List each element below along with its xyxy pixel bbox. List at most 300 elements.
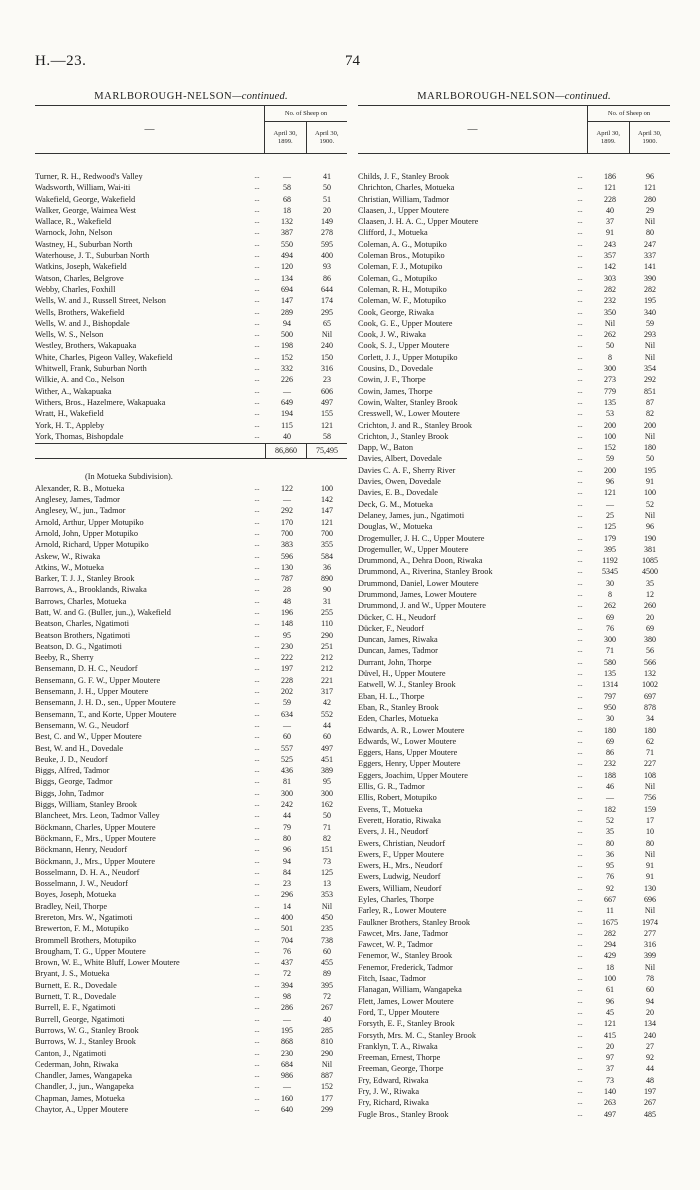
sheep-1899: 202 [281,687,293,697]
sheep-1900: 92 [646,1053,654,1063]
leader-dots: ... [577,1109,583,1118]
sheep-1899: 80 [606,838,614,848]
owner-name: Bradley, Neil, Thorpe [35,901,108,911]
leader-dots: ... [254,901,260,910]
sheep-1900: 20 [646,1007,654,1017]
subdivision-heading [35,471,347,482]
leader-dots: ... [254,1014,260,1023]
sheep-1899: 142 [604,262,616,272]
sheep-1900: 497 [321,397,333,407]
sheep-1900: 20 [646,612,654,622]
table-row [358,657,670,668]
table-row [35,420,347,431]
owner-name: Beatson Brothers, Ngatimoti [35,630,131,640]
leader-dots: ... [577,239,583,248]
sheep-count-header [587,106,670,153]
leader-dots: ... [577,228,583,237]
owner-name: Bryant, J. S., Motueka [35,969,110,979]
owner-name: Brommell Brothers, Motupiko [35,935,137,945]
leader-dots: ... [254,630,260,639]
sheep-1899: 100 [604,974,616,984]
leader-dots: ... [577,205,583,214]
sheep-1900: 400 [321,251,333,261]
sheep-1900: 195 [644,465,656,475]
sheep-1899: 300 [604,635,616,645]
sheep-1900: 71 [323,822,331,832]
leader-dots: ... [254,732,260,741]
leader-dots: ... [254,607,260,616]
sheep-1900: 756 [644,793,656,803]
sheep-1900: 75,495 [306,444,347,458]
sheep-1899: 289 [281,307,293,317]
leader-dots: ... [254,318,260,327]
sheep-1899: 152 [604,443,616,453]
sheep-1899: 242 [281,800,293,810]
sheep-1900: 152 [321,1082,333,1092]
sheep-1899: 69 [606,736,614,746]
sheep-1900: 10 [646,827,654,837]
sheep-1899: 40 [283,431,291,441]
sheep-1900: 50 [646,454,654,464]
owner-name: Cowin, James, Thorpe [358,386,433,396]
sheep-1899: — [283,386,291,396]
table-row [35,709,347,720]
table-row [358,1097,670,1108]
title-suffix: —continued. [555,91,611,102]
owner-name: Eban, R., Stanley Brook [358,702,439,712]
header-1900: April 30, 1900. [638,130,662,145]
owner-name: Ewers, H., Mrs., Neudorf [358,861,443,871]
table-row [35,363,347,374]
owner-name: Dücker, C. H., Neudorf [358,612,436,622]
leader-dots: ... [577,217,583,226]
sheep-1899: 73 [606,1075,614,1085]
subdivision-heading-text: (In Motueka Subdivision). [85,472,173,482]
table-row [35,878,347,889]
table-row [35,329,347,340]
sheep-1900: 151 [321,845,333,855]
sheep-1899: 53 [606,409,614,419]
sheep-1900: 121 [321,420,333,430]
leader-dots: ... [577,759,583,768]
table-row [358,702,670,713]
sheep-1899: — [606,499,614,509]
leader-dots: ... [577,804,583,813]
sheep-1899: 45 [606,1007,614,1017]
leader-dots: ... [577,815,583,824]
leader-dots: ... [577,522,583,531]
table-row [35,754,347,765]
leader-dots: ... [577,397,583,406]
table-row [358,566,670,577]
sheep-1899: 400 [281,913,293,922]
table-row [358,600,670,611]
table-row [358,307,670,318]
sheep-1900: 52 [646,499,654,509]
leader-dots: ... [254,913,260,921]
sheep-1899: 200 [604,465,616,475]
leader-dots: ... [577,1075,583,1084]
sheep-1900: 890 [321,574,333,584]
sheep-1900: 82 [646,409,654,419]
owner-name: Walker, George, Waimea West [35,205,137,215]
header-group-label: No. of Sheep on [588,106,670,122]
sheep-1900: 141 [644,262,656,272]
table-row [35,205,347,216]
sheep-1900: 299 [321,1105,333,1115]
sheep-1899: 282 [604,284,616,294]
sheep-1899: 95 [283,630,291,640]
table-row [35,528,347,539]
table-row [358,216,670,227]
sheep-1899: 986 [281,1071,293,1081]
owner-name: Brewerton, F. M., Motupiko [35,924,129,934]
table-row [358,194,670,205]
owner-name: Eggers, Joachim, Upper Moutere [358,770,468,780]
leader-dots: ... [254,766,260,775]
owner-name: Ellis, Robert, Motupiko [358,793,437,803]
column-header [35,105,347,154]
table-row [358,1007,670,1018]
sheep-1900: 738 [321,935,333,945]
leader-dots: ... [577,974,583,983]
owner-name: Flanagan, William, Wangapeka [358,985,462,995]
owner-name: Whitwell, Frank, Suburban North [35,364,147,374]
sheep-1899: 84 [283,867,291,877]
owner-name: Cook, G. E., Upper Moutere [358,318,453,328]
sheep-1900: 100 [644,488,656,498]
leader-dots: ... [577,420,583,429]
leader-dots: ... [254,788,260,797]
sheep-1899: 550 [281,239,293,249]
leader-dots: ... [254,1025,260,1034]
leader-dots: ... [577,578,583,587]
sheep-1900: 13 [323,879,331,889]
owner-name: Cook, J. W., Riwaka [358,330,426,340]
owner-name: Turner, R. H., Redwood's Valley [35,172,143,181]
table-row [358,691,670,702]
owner-name: Everett, Horatio, Riwaka [358,815,441,825]
owner-name: York, H. T., Appleby [35,420,105,430]
sheep-1899: 170 [281,517,293,527]
owner-name: Fawcet, Mrs. Jane, Tadmor [358,928,449,938]
table-row [35,284,347,295]
leader-dots: ... [254,596,260,605]
leader-dots: ... [577,556,583,565]
owner-name: Cresswell, W., Lower Moutere [358,409,460,419]
sheep-1899: 76 [606,872,614,882]
leader-dots: ... [254,675,260,684]
title-text: MARLBOROUGH-NELSON [94,91,233,102]
sheep-1899: 222 [281,653,293,663]
leader-dots: ... [254,845,260,854]
table-row [35,352,347,363]
owner-name: Biggs, George, Tadmor [35,777,113,787]
table-row [358,487,670,498]
leader-dots: ... [254,743,260,752]
owner-name: Bosselmann, J. W., Neudorf [35,879,128,889]
owner-name: Bensemann, J. H., Upper Moutere [35,687,149,697]
sheep-1899: 436 [281,766,293,776]
leader-dots: ... [254,935,260,944]
sheep-1900: 72 [323,992,331,1002]
owner-name: Barker, T. J. J., Stanley Brook [35,574,135,584]
leader-dots: ... [254,924,260,933]
leader-dots: ... [577,172,583,180]
owner-name: Beuke, J. D., Neudorf [35,754,108,764]
owner-name: Forsyth, Mrs. M. C., Stanley Brook [358,1030,477,1040]
sheep-1899: 40 [606,205,614,215]
owner-name: Brougham, T. G., Upper Moutere [35,946,146,956]
sheep-1899: 292 [281,506,293,516]
owner-name: Askew, W., Riwaka [35,551,101,561]
table-row [35,731,347,742]
table-row [35,901,347,912]
owner-name: Crichton, J. and R., Stanley Brook [358,420,473,430]
leader-dots: ... [254,800,260,809]
sheep-1899: 580 [604,657,616,667]
sheep-1900: 134 [644,1019,656,1029]
sheep-1899: 8 [608,589,612,599]
sheep-1900: 96 [646,522,654,532]
owner-name: Freeman, George, Thorpe [358,1064,444,1074]
owner-name: Coleman, A. G., Motupiko [358,239,447,249]
table-row [35,788,347,799]
leader-dots: ... [254,420,260,429]
sheep-1899: 35 [606,827,614,837]
sheep-1900: 60 [646,985,654,995]
table-row [35,652,347,663]
leader-dots: ... [254,867,260,876]
table-row [35,1104,347,1115]
table-row [358,318,670,329]
table-row [358,1018,670,1029]
right-column [358,88,670,1120]
sheep-1899: 86,860 [265,444,306,458]
table-row [358,239,670,250]
sheep-1899: 135 [604,669,616,679]
sheep-1900: Nil [644,849,656,859]
owner-name: Webby, Charles, Foxhill [35,284,116,294]
sheep-1900: 277 [644,928,656,938]
table-row [35,551,347,562]
owner-name: Chrichton, Charles, Motueka [358,183,455,193]
owner-name: Eban, H. L., Thorpe [358,691,425,701]
table-row [358,973,670,984]
table-row [358,273,670,284]
table-row [358,939,670,950]
table-row [358,499,670,510]
sheep-1899: 72 [283,969,291,979]
table-row [358,871,670,882]
sheep-1899: 79 [283,822,291,832]
sheep-1900: 174 [321,296,333,306]
owner-name: Fugle Bros., Stanley Brook [358,1109,449,1119]
sheep-1900: 50 [323,183,331,193]
sheep-1899: 649 [281,397,293,407]
leader-dots: ... [577,691,583,700]
sheep-1900: Nil [321,1059,333,1069]
sheep-1900: 121 [321,517,333,527]
sheep-1900: 380 [644,635,656,645]
sheep-1900: Nil [644,217,656,227]
owner-name: Claasen, J., Upper Moutere [358,205,449,215]
sheep-1899: 787 [281,574,293,584]
table-row [358,261,670,272]
sheep-1900: 87 [646,397,654,407]
sheep-1899: 294 [604,940,616,950]
leader-dots: ... [577,1041,583,1050]
owner-name: Drummond, A., Riverina, Stanley Brook [358,567,493,577]
owner-name: Chapman, James, Motueka [35,1093,125,1103]
owner-name: Davies, Albert, Dovedale [358,454,442,464]
sheep-1899: 60 [283,732,291,742]
sheep-1900: 4500 [642,567,658,577]
sheep-1899: 20 [606,1041,614,1051]
sheep-1899: 704 [281,935,293,945]
owner-name: Arnold, Richard, Upper Motupiko [35,540,149,550]
leader-dots: ... [577,906,583,915]
leader-dots: ... [577,1064,583,1073]
owner-name: Ewers, F., Upper Moutere [358,849,444,859]
owner-name: Cowin, Walter, Stanley Brook [358,397,458,407]
owner-name: Edwards, W., Lower Moutere [358,736,457,746]
owner-name: Bosselmann, D. H. A., Neudorf [35,867,140,877]
sheep-1900: 73 [323,856,331,866]
table-row [35,607,347,618]
owner-name: Eden, Charles, Motueka [358,714,439,724]
owner-name: Franklyn, T. A., Riwaka [358,1041,438,1051]
owner-name: Bensemann, T., and Korte, Upper Moutere [35,709,177,719]
leader-dots: ... [254,352,260,361]
sheep-1900: 255 [321,607,333,617]
table-row [35,573,347,584]
sheep-1899: 196 [281,607,293,617]
column-title [35,88,347,105]
table-row [358,397,670,408]
sheep-1899: 797 [604,691,616,701]
sheep-1899: 121 [604,183,616,193]
owner-name: Burrell, George, Ngatimoti [35,1014,125,1024]
sheep-1899: 230 [281,641,293,651]
sheep-1899: 98 [283,992,291,1002]
sheep-1900: 132 [644,669,656,679]
sheep-1899: 122 [281,483,293,493]
owner-name: Coleman Bros., Motupiko [358,251,445,261]
sheep-1899: 180 [604,725,616,735]
table-row [35,1014,347,1025]
leader-dots: ... [254,709,260,718]
owner-name: Böckmann, F., Mrs., Upper Moutere [35,833,156,843]
table-row [35,1036,347,1047]
table-row [358,962,670,973]
sheep-1899: 186 [604,172,616,181]
table-row [35,494,347,505]
leader-dots: ... [577,1053,583,1062]
owner-name: Ford, T., Upper Moutere [358,1007,440,1017]
owner-name: Ewers, Christian, Neudorf [358,838,446,848]
table-row [35,697,347,708]
leader-dots: ... [577,386,583,395]
owner-name: Burnett, T. R., Dovedale [35,992,117,1002]
owner-name: Edwards, A. R., Lower Moutere [358,725,465,735]
sheep-1900: 267 [321,1003,333,1013]
sheep-1899: 18 [606,962,614,972]
table-row [358,883,670,894]
table-row [35,307,347,318]
sheep-1899: 1314 [602,680,618,690]
table-row [35,867,347,878]
sheep-1900: 48 [646,1075,654,1085]
sheep-1899: 195 [281,1025,293,1035]
sheep-1899: — [283,1082,291,1092]
leader-dots: ... [577,375,583,384]
leader-dots [245,444,265,458]
owner-name: Forsyth, E. F., Stanley Brook [358,1019,455,1029]
leader-dots: ... [577,307,583,316]
leader-dots: ... [577,770,583,779]
sheep-1899: 500 [281,330,293,340]
table-row [358,442,670,453]
table-row [35,408,347,419]
owner-name: Christian, William, Tadmor [358,194,449,204]
sheep-1900: 177 [321,1093,333,1103]
sheep-1900: 595 [321,239,333,249]
sheep-1900: 110 [321,619,333,629]
sheep-1899: — [606,793,614,803]
owner-name: Wells, Brothers, Wakefield [35,307,125,317]
owner-name: Fawcet, W. P., Tadmor [358,940,433,950]
owner-name: Beatson, D. G., Ngatimoti [35,641,122,651]
sheep-1899: 557 [281,743,293,753]
owner-name: Childs, J. F., Stanley Brook [358,172,450,181]
table-row [358,465,670,476]
leader-dots: ... [577,262,583,271]
leader-dots: ... [254,585,260,594]
leader-dots: ... [577,330,583,339]
sheep-1900: 149 [321,217,333,227]
table-row [358,747,670,758]
owner-name: Best, W. and H., Dovedale [35,743,124,753]
owner-name: Drummond, James, Lower Moutere [358,589,477,599]
owner-name: Anglesey, W., jun., Tadmor [35,506,126,516]
sheep-1900: 29 [646,205,654,215]
sheep-1900: 395 [321,980,333,990]
table-row [35,194,347,205]
sheep-1900: 696 [644,895,656,904]
owner-name: Withers, Bros., Hazelmere, Wakapuaka [35,397,166,407]
table-row [358,171,670,182]
table-row [358,1075,670,1086]
table-row [35,776,347,787]
leader-dots: ... [254,386,260,395]
sheep-1900: 80 [646,838,654,848]
page-code: H.—23. [35,53,87,69]
owner-name: Cowin, J. F., Thorpe [358,375,426,385]
sheep-1900: 58 [323,431,331,441]
table-row [358,1052,670,1063]
sheep-1899: 640 [281,1105,293,1115]
owner-name: Batt, W. and G. (Buller, jun.,), Wakefield [35,607,171,617]
sheep-1900: Nil [644,906,656,916]
leader-dots: ... [577,341,583,350]
owner-name: Düvel, H., Upper Moutere [358,669,446,679]
table-row [358,668,670,679]
sheep-1899: — [283,1014,291,1024]
owner-name: Wilkie, A. and Co., Nelson [35,375,125,385]
owner-name: Blancheet, Mrs. Leon, Tadmor Valley [35,811,160,821]
sheep-1900: 887 [321,1071,333,1081]
